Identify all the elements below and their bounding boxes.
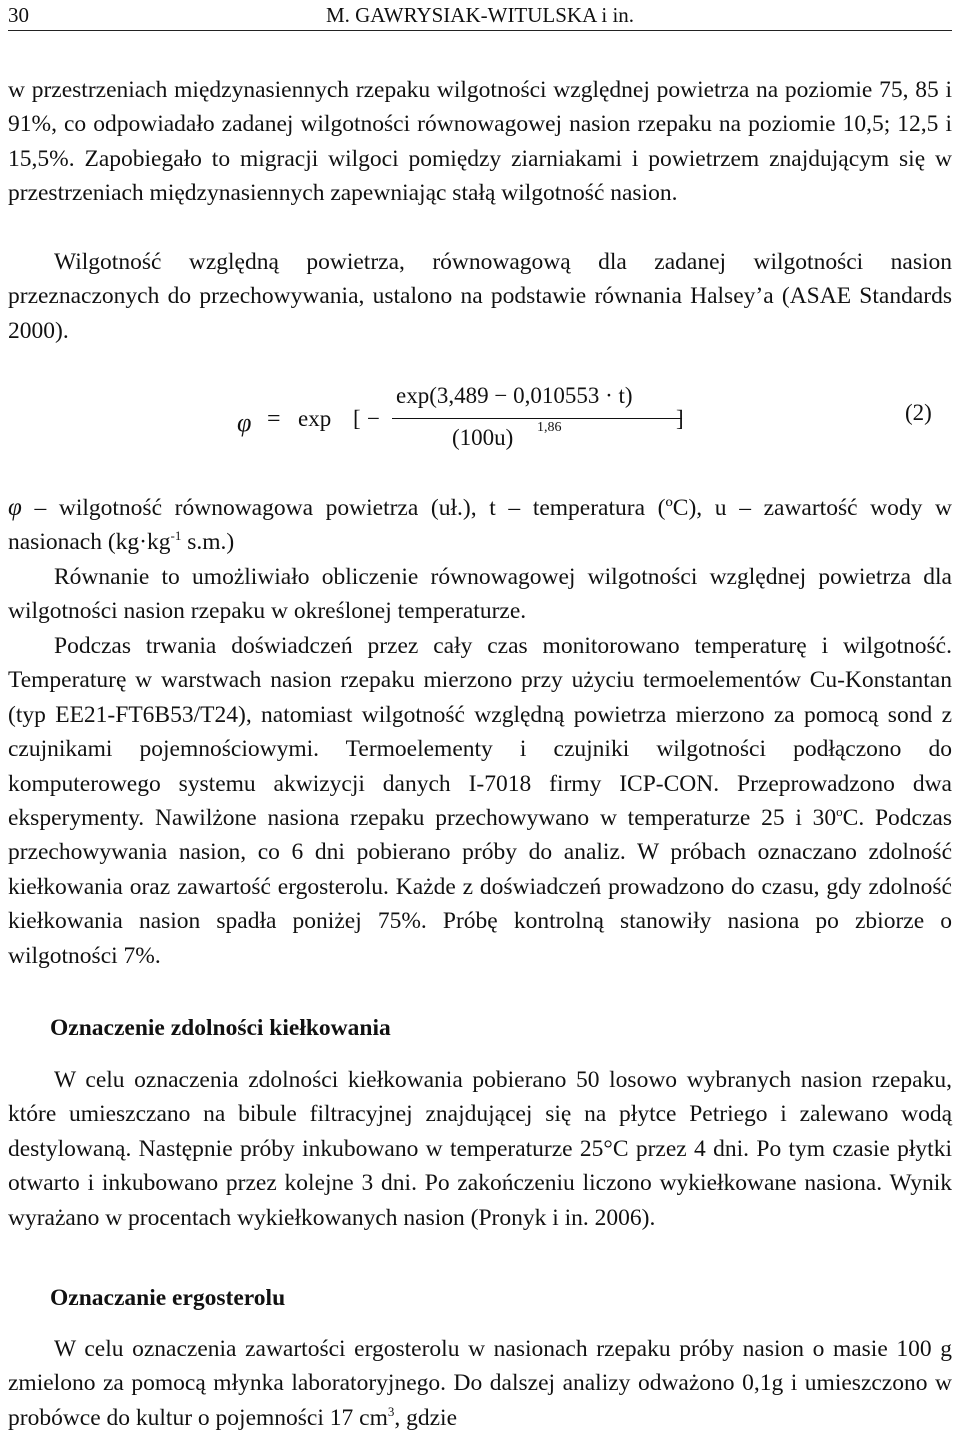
paragraph-7-text-b: , gdzie bbox=[394, 1404, 457, 1431]
running-title: M. GAWRYSIAK-WITULSKA i in. bbox=[325, 3, 635, 27]
paragraph-1: w przestrzeniach międzynasiennych rzepaku wilgotności względnej powietrza na poziomie 75, 85 i 91%, co odpowiadało zadanej wilgotności równowagowej nasion rzepaku na poziomie 10,5; 12,5 i 15,5%. Zapobiegało to migracji wilgoci pomiędzy ziarniakami i powietrzem znajdującym się w przestrzeniach międzynasiennych zapewniając stałą wilgotność nasion. bbox=[8, 77, 952, 207]
degree-superscript: o bbox=[836, 804, 843, 820]
eq-exponent: 1,86 bbox=[537, 420, 562, 435]
legend-text-a: – wilgotność równowagowa powietrza (uł.), t – temperatura (ºC), u – zawartość wody w nasionach (kg·kg bbox=[8, 495, 952, 556]
eq-minus: − bbox=[367, 406, 380, 431]
paragraph-2: Wilgotność względną powietrza, równowagową dla zadanej wilgotności nasion przeznaczonych do przechowywania, ustalono na podstawie równania Halsey’a (ASAE Standards 2000). bbox=[8, 249, 952, 344]
eq-numerator: exp(3,489 − 0,010553 · t) bbox=[396, 383, 633, 408]
eq-equals: = bbox=[267, 406, 281, 432]
page-header bbox=[8, 0, 952, 31]
eq-exp: exp bbox=[298, 406, 332, 431]
equation-halsey bbox=[0, 370, 960, 470]
legend-superscript: -1 bbox=[170, 528, 182, 544]
legend-text-b: s.m.) bbox=[181, 529, 235, 556]
eq-rbracket: ] bbox=[676, 406, 684, 431]
paragraph-7-text-a: W celu oznaczenia zawartości ergosterolu w nasionach rzepaku próby nasion o masie 100 g zmielono za pomocą młynka laboratoryjnego. Do dalszej analizy odważono 0,1g i umieszczono w probówce do kultur o pojemności 17 cm bbox=[8, 1336, 952, 1431]
section-heading-germination: Oznaczenie zdolności kiełkowania bbox=[50, 1015, 391, 1041]
paragraph-4: Równanie to umożliwiało obliczenie równowagowej wilgotności względnej powietrza dla wilgotności nasion rzepaku w określonej temperaturze. bbox=[8, 564, 952, 625]
cm3-superscript: 3 bbox=[387, 1403, 395, 1419]
paragraph-5-text-a: Podczas trwania doświadczeń przez cały czas monitorowano temperaturę i wilgotność. Temperaturę w warstwach nasion rzepaku mierzono przy użyciu termoelementów Cu-Konstantan (typ EE21-FT6B53/T24), natomiast wilgotność względną powietrza mierzono za pomocą sond z czujnikami pojemnościowymi. Termoelementy i czujniki wilgotności podłączono do komputerowego systemu akwizycji danych I-7018 firmy ICP-CON. Przeprowadzono dwa eksperymenty. Nawilżone nasiona rzepaku przechowywano w temperaturze 25 i 30 bbox=[8, 633, 952, 832]
page-number: 30 bbox=[8, 3, 29, 27]
section-heading-ergosterol: Oznaczanie ergosterolu bbox=[50, 1285, 286, 1311]
paragraph-7 bbox=[8, 1332, 952, 1435]
eq-phi: φ bbox=[237, 408, 252, 437]
eq-fraction-line bbox=[392, 418, 682, 419]
paragraph-5 bbox=[8, 629, 952, 973]
equation-number: (2) bbox=[905, 400, 932, 425]
eq-denominator: (100u) bbox=[452, 425, 514, 450]
paragraph-6: W celu oznaczenia zdolności kiełkowania pobierano 50 losowo wybranych nasion rzepaku, które umieszczano na bibule filtracyjnej znajdującej się na płytce Petriego i zalewano wodą destylowaną. Następnie próby inkubowano w temperaturze 25°C przez 4 dni. Po tym czasie płytki otwarto i inkubowano przez kolejne 3 dni. Po zakończeniu liczono wykiełkowane nasiona. Wynik wyrażano w procentach wykiełkowanych nasion (Pronyk i in. 2006). bbox=[8, 1067, 952, 1231]
phi-symbol: φ bbox=[8, 494, 22, 521]
eq-lbracket: [ bbox=[353, 406, 361, 431]
paragraph-3-legend bbox=[8, 491, 952, 560]
paragraph-5-text-b: C. Podczas przechowywania nasion, co 6 dni pobierano próby do analiz. W próbach oznaczano zdolność kiełkowania oraz zawartość ergosterolu. Każde z doświadczeń prowadzono do czasu, gdy zdolność kiełkowania nasion spadła poniżej 75%. Próbę kontrolną stanowiły nasiona po zbiorze o wilgotności 7%. bbox=[8, 805, 952, 969]
